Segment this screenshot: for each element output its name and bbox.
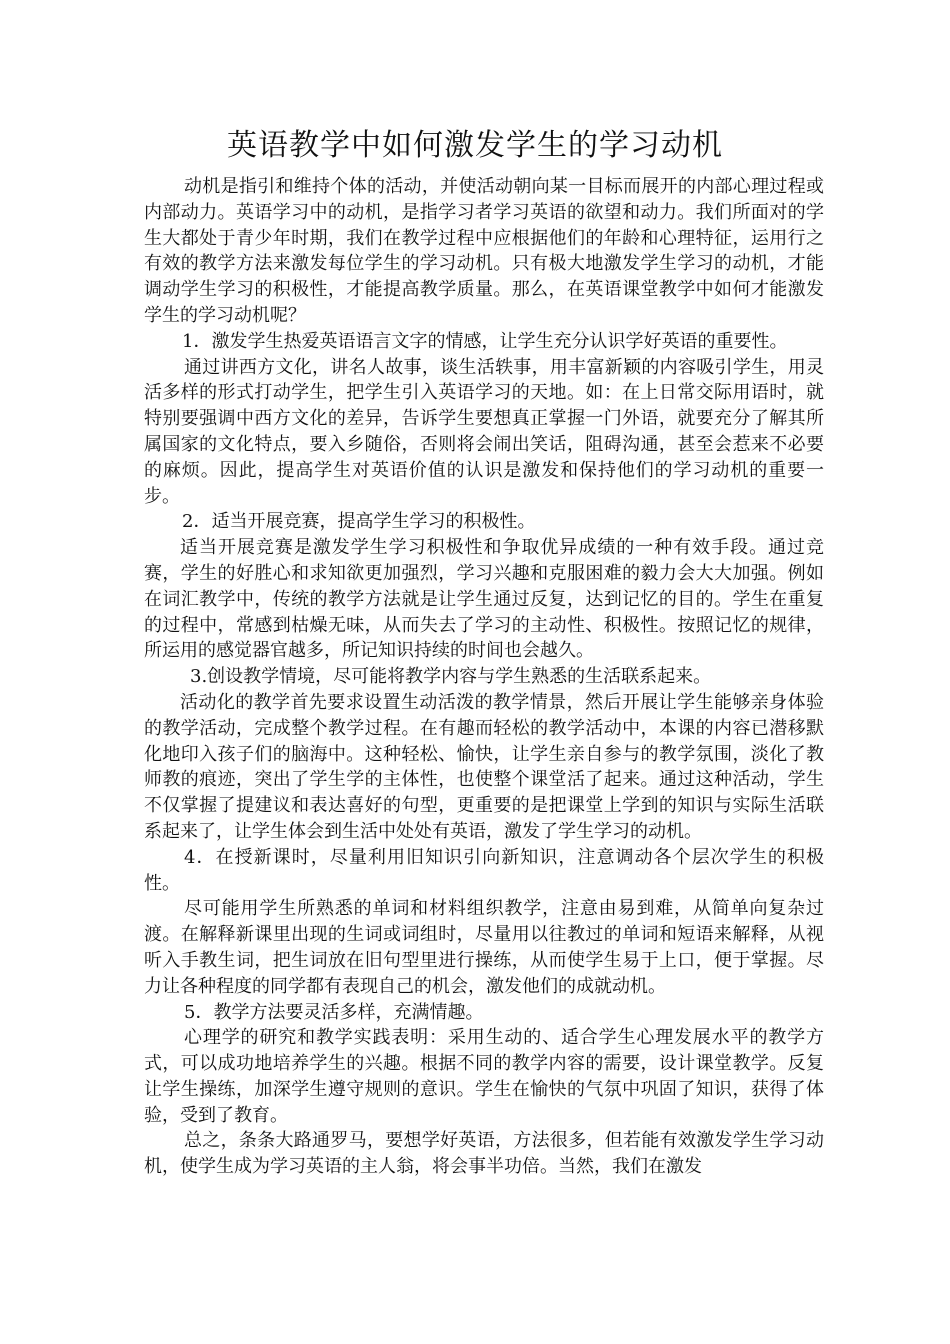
paragraph-2: 适当开展竞赛是激发学生学习积极性和争取优异成绩的一种有效手段。通过竞赛，学生的好胜心和求知欲更加强烈，学习兴趣和克服困难的毅力会大大加强。例如在词汇教学中，传统的教学方法就是让学生通过反复，达到记忆的目的。学生在重复的过程中，常感到枯燥无味，从而失去了学习的主动性、积极性。按照记忆的规律，所运用的感觉器官越多，所记知识持续的时间也会越久。	[144, 537, 824, 662]
heading-4: 4．在授新课时，尽量利用旧知识引向新知识，注意调动各个层次学生的积极性。	[144, 846, 824, 894]
document-title: 英语教学中如何激发学生的学习动机	[227, 128, 723, 163]
paragraph-conclusion: 总之，条条大路通罗马，要想学好英语，方法很多，但若能有效激发学生学习动机，使学生成为学习英语的主人翁，将会事半功倍。当然，我们在激发	[144, 1130, 824, 1178]
heading-1: 1．激发学生热爱英语语言文字的情感，让学生充分认识学好英语的重要性。	[182, 330, 788, 352]
document-body	[144, 174, 824, 1180]
heading-2: 2．适当开展竞赛，提高学生学习的积极性。	[182, 511, 536, 533]
paragraph-1: 通过讲西方文化，讲名人故事，谈生活轶事，用丰富新颖的内容吸引学生，用灵活多样的形式打动学生，把学生引入英语学习的天地。如：在上日常交际用语时，就特别要强调中西方文化的差异，告诉学生要想真正掌握一门外语，就要充分了解其所属国家的文化特点，要入乡随俗，否则将会闹出笑话，阻碍沟通，甚至会惹来不必要的麻烦。因此，提高学生对英语价值的认识是激发和保持他们的学习动机的重要一步。	[144, 356, 824, 507]
paragraph-4: 尽可能用学生所熟悉的单词和材料组织教学，注意由易到难，从简单向复杂过渡。在解释新课里出现的生词或词组时，尽量用以往教过的单词和短语来解释，从视听入手教生词，把生词放在旧句型里进行操练，从而使学生易于上口，便于掌握。尽力让各种程度的同学都有表现自己的机会，激发他们的成就动机。	[144, 898, 824, 997]
paragraph-3: 活动化的教学首先要求设置生动活泼的教学情景，然后开展让学生能够亲身体验的教学活动，完成整个教学过程。在有趣而轻松的教学活动中，本课的内容已潜移默化地印入孩子们的脑海中。这种轻松、愉快，让学生亲自参与的教学氛围，淡化了教师教的痕迹，突出了学生学的主体性，也使整个课堂活了起来。通过这种活动，学生不仅掌握了提建议和表达喜好的句型，更重要的是把课堂上学到的知识与实际生活联系起来了，让学生体会到生活中处处有英语，激发了学生学习的动机。	[144, 691, 824, 842]
paragraph-5: 心理学的研究和教学实践表明：采用生动的、适合学生心理发展水平的教学方式，可以成功地培养学生的兴趣。根据不同的教学内容的需要，设计课堂教学。反复让学生操练，加深学生遵守规则的意识。学生在愉快的气氛中巩固了知识，获得了体验，受到了教育。	[144, 1027, 824, 1126]
heading-3: 3.创设教学情境，尽可能将教学内容与学生熟悉的生活联系起来。	[190, 666, 712, 688]
heading-5: 5．教学方法要灵活多样，充满情趣。	[184, 1001, 484, 1023]
paragraph-intro: 动机是指引和维持个体的活动，并使活动朝向某一目标而展开的内部心理过程或内部动力。英语学习中的动机，是指学习者学习英语的欲望和动力。我们所面对的学生大都处于青少年时期，我们在教学过程中应根据他们的年龄和心理特征，运用行之有效的教学方法来激发每位学生的学习动机。只有极大地激发学生学习的动机，才能调动学生学习的积极性，才能提高教学质量。那么，在英语课堂教学中如何才能激发学生的学习动机呢？	[144, 176, 824, 326]
